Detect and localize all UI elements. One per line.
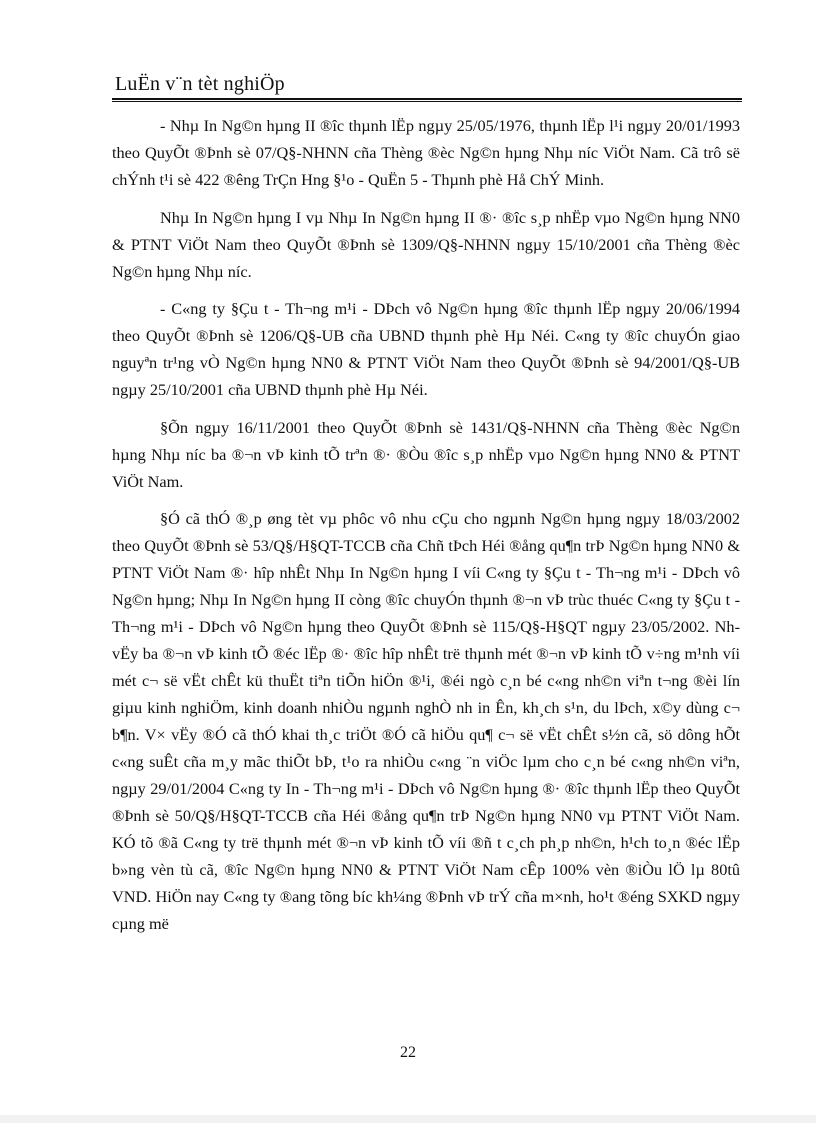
- header-rule-thick: [112, 98, 742, 100]
- header-rule-thin: [112, 101, 742, 102]
- paragraph: §Õn ngµy 16/11/2001 theo QuyÕt ®Þnh sè 1431/Q§-NHNN cña Thèng ®èc Ng©n hµng Nhµ níc ba ®¬n vÞ kinh tÕ trªn ®· ®Òu ®îc s¸p nhËp vµo Ng©n hµng NN0 & PTNT ViÖt Nam.: [112, 417, 740, 491]
- paragraph: Nhµ In Ng©n hµng I vµ Nhµ In Ng©n hµng II ®· ®îc s¸p nhËp vµo Ng©n hµng NN0 & PTNT ViÖt Nam theo QuyÕt ®Þnh sè 1309/Q§-NHNN ngµy 15/10/2001 cña Thèng ®èc Ng©n hµng Nhµ níc.: [112, 207, 740, 281]
- paragraph: - C«ng ty §Çu t - Th¬ng m¹i - DÞch vô Ng©n hµng ®îc thµnh lËp ngµy 20/06/1994 theo QuyÕt ®Þnh sè 1206/Q§-UB cña UBND thµnh phè Hµ Néi. C«ng ty ®îc chuyÓn giao nguyªn tr¹ng vÒ Ng©n hµng NN0 & PTNT ViÖt Nam theo QuyÕt ®Þnh sè 94/2001/Q§-UB ngµy 25/10/2001 cña UBND thµnh phè Hµ Néi.: [112, 299, 740, 399]
- paragraph: - Nhµ In Ng©n hµng II ®îc thµnh lËp ngµy 25/05/1976, thµnh lËp l¹i ngµy 20/01/1993 theo QuyÕt ®Þnh sè 07/Q§-NHNN cña Thèng ®èc Ng©n hµng Nhµ níc ViÖt Nam. Cã trô së chÝnh t¹i sè 422 ®êng TrÇn Hng §¹o - QuËn 5 - Thµnh phè Hå ChÝ Minh.: [112, 116, 740, 189]
- page-bottom-edge: [0, 1115, 816, 1123]
- running-header: [112, 72, 742, 102]
- header-title: LuËn v¨n tèt nghiÖp: [115, 73, 285, 95]
- page-number: 22: [400, 1044, 416, 1061]
- body-text: [112, 112, 740, 937]
- paragraph: §Ó cã thÓ ®¸p øng tèt vµ phôc vô nhu cÇu cho ngµnh Ng©n hµng ngµy 18/03/2002 theo QuyÕt ®Þnh sè 53/Q§/H§QT-TCCB cña Chñ tÞch Héi ®ång qu¶n trÞ Ng©n hµng NN0 & PTNT ViÖt Nam ®· hîp nhÊt Nhµ In Ng©n hµng I víi C«ng ty §Çu t - Th¬ng m¹i - DÞch vô Ng©n hµng; Nhµ In Ng©n hµng II còng ®îc chuyÓn thµnh ®¬n vÞ trùc thuéc C«ng ty §Çu t - Th¬ng m¹i - DÞch vô Ng©n hµng theo QuyÕt ®Þnh sè 115/Q§-H§QT ngµy 23/05/2002. Nh vËy ba ®¬n vÞ kinh tÕ ®éc lËp ®· ®îc hîp nhÊt trë thµnh mét ®¬n vÞ kinh tÕ v÷ng m¹nh víi mét c¬ së vËt chÊt kü thuËt tiªn tiÕn hiÖn ®¹i, ®éi ngò c¸n bé c«ng nh©n viªn t¬ng ®èi lín giµu kinh nghiÖm, kinh doanh nhiÒu ngµnh nghÒ nh in Ên, kh¸ch s¹n, du lÞch, x©y dùng c¬ b¶n. V× vËy ®Ó cã thÓ khai th¸c triÖt ®Ó cã hiÖu qu¶ c¬ së vËt chÊt s½n cã, sö dông hÕt c«ng suÊt cña m¸y mãc thiÕt bÞ, t¹o ra nhiÒu c«ng ¨n viÖc lµm cho c¸n bé c«ng nh©n viªn, ngµy 29/01/2004 C«ng ty In - Th¬ng m¹i - DÞch vô Ng©n hµng ®· ®îc thµnh lËp theo QuyÕt ®Þnh sè 50/Q§/H§QT-TCCB cña Héi ®ång qu¶n trÞ Ng©n hµng NN0 vµ PTNT ViÖt Nam. KÓ tõ ®ã C«ng ty trë thµnh mét ®¬n vÞ kinh tÕ víi ®ñ t c¸ch ph¸p nh©n, h¹ch to¸n ®éc lËp b»ng vèn tù cã, ®îc Ng©n hµng NN0 & PTNT ViÖt Nam cÊp 100% vèn ®iÒu lÖ lµ 80tû VND. HiÖn nay C«ng ty ®ang tõng bíc kh¼ng ®Þnh vÞ trÝ cña m×nh, ho¹t ®éng SXKD ngµy cµng më: [112, 509, 740, 933]
